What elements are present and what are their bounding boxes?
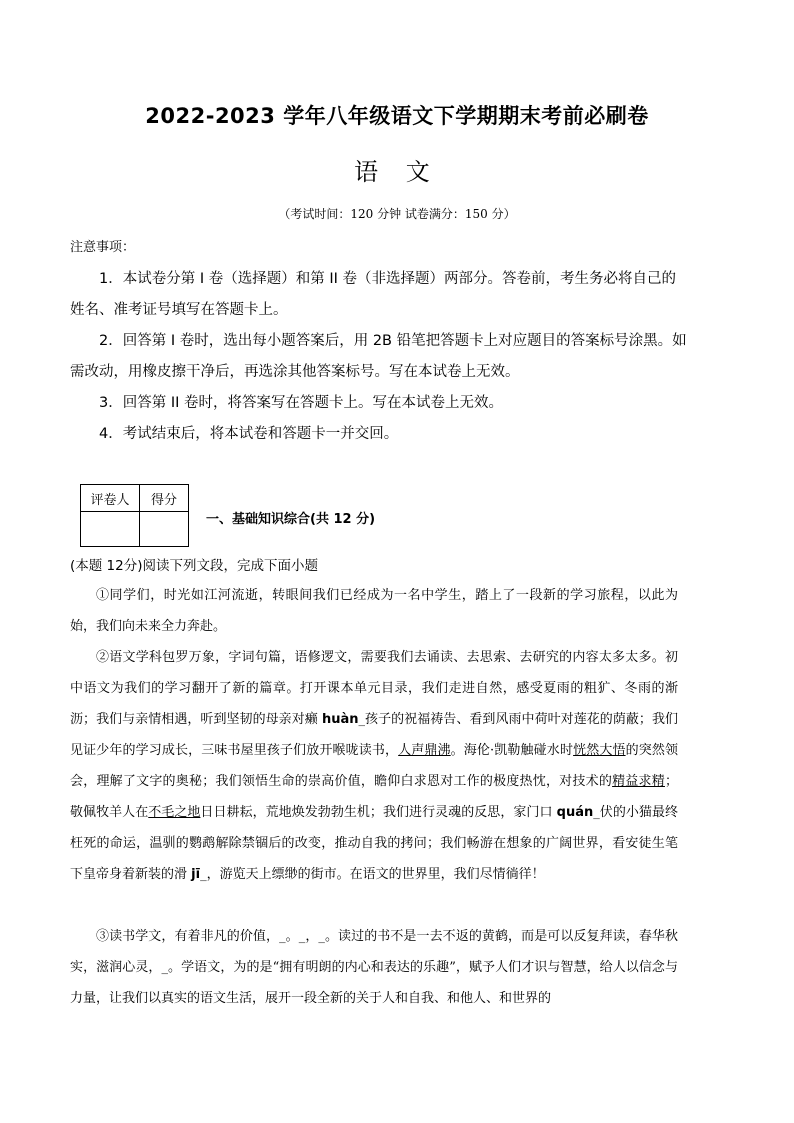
question-intro: (本题 12分)阅读下列文段，完成下面小题 <box>70 558 319 574</box>
notice-heading: 注意事项： <box>70 240 136 255</box>
subject-heading: 语 文 <box>354 158 440 186</box>
notice-item-2: 2．回答第 I 卷时，选出每小题答案后，用 2B 铅笔把答题卡上对应题目的答案标号涂黑。如需改动，用橡皮擦干净后，再选涂其他答案标号。写在本试卷上无效。 <box>70 333 687 380</box>
grader-label: 评卷人 <box>81 485 140 512</box>
pinyin-blank-3: jī <box>191 867 201 882</box>
grader-score-table <box>80 484 189 547</box>
underlined-idiom-4: 不毛之地 <box>148 805 201 820</box>
exam-info: （考试时间：120 分钟 试卷满分：150 分） <box>278 207 516 221</box>
notice-item-1: 1．本试卷分第 I 卷（选择题）和第 II 卷（非选择题）两部分。答卷前，考生务必将自己的姓名、准考证号填写在答题卡上。 <box>70 271 676 318</box>
passage-paragraph-2: ②语文学科包罗万象，字词句篇，语修逻文，需要我们去诵读、去思索、去研究的内容太多太多。初中语文为我们的学习翻开了新的篇章。打开课本单元目录，我们走进自然，感受夏雨的粗犷、冬雨的渐沥；我们与亲情相遇，听到坚韧的母亲对癞 huàn_孩子的祝福祷告、看到风雨中荷叶对莲花的荫蔽；我们见证少年的学习成长，三味书屋里孩子们放开喉咙读书，人声鼎沸。海伦·凯勒触碰水时恍然大悟的突然领会，理解了文字的奥秘；我们领悟生命的崇高价值，瞻仰白求恩对工作的极度热忱，对技术的精益求精；敬佩牧羊人在不毛之地日日耕耘，荒地焕发勃勃生机；我们进行灵魂的反思，家门口 quán_伏的小猫最终枉死的命运，温驯的鹦鹉解除禁锢后的改变，推动自我的拷问；我们畅游在想象的广阔世界，看安徒生笔下皇帝身着新装的滑 jī_，游览天上缥缈的街市。在语文的世界里，我们尽情徜徉！ <box>70 650 678 882</box>
pinyin-blank-2: quán <box>556 805 594 820</box>
underlined-idiom-2: 恍然大悟 <box>573 743 626 758</box>
grader-cell[interactable] <box>81 512 140 547</box>
passage-paragraph-3: ③读书学文，有着非凡的价值，_。_，_。读过的书不是一去不返的黄鹤，而是可以反复拜读，春华秋实，滋润心灵，_。学语文，为的是“拥有明朗的内心和表达的乐趣”，赋予人们才识与智慧，给人以信念与力量，让我们以真实的语文生活，展开一段全新的关于人和自我、和他人、和世界的 <box>70 929 678 1006</box>
passage-paragraph-1: ①同学们，时光如江河流逝，转眼间我们已经成为一名中学生，踏上了一段新的学习旅程，以此为始，我们向未来全力奔赴。 <box>70 588 678 634</box>
section-heading: 一、基础知识综合(共 12 分) <box>206 512 376 527</box>
notice-item-4: 4．考试结束后，将本试卷和答题卡一并交回。 <box>99 426 399 442</box>
underlined-idiom-3: 精益求精 <box>612 774 665 789</box>
score-cell[interactable] <box>140 512 189 547</box>
underlined-idiom-1: 人声鼎沸 <box>398 743 451 758</box>
notice-item-3: 3．回答第 II 卷时，将答案写在答题卡上。写在本试卷上无效。 <box>99 395 503 411</box>
pinyin-blank-1: huàn <box>321 712 359 727</box>
exam-title: 2022-2023 学年八年级语文下学期期末考前必刷卷 <box>145 104 649 128</box>
score-label: 得分 <box>140 485 189 512</box>
